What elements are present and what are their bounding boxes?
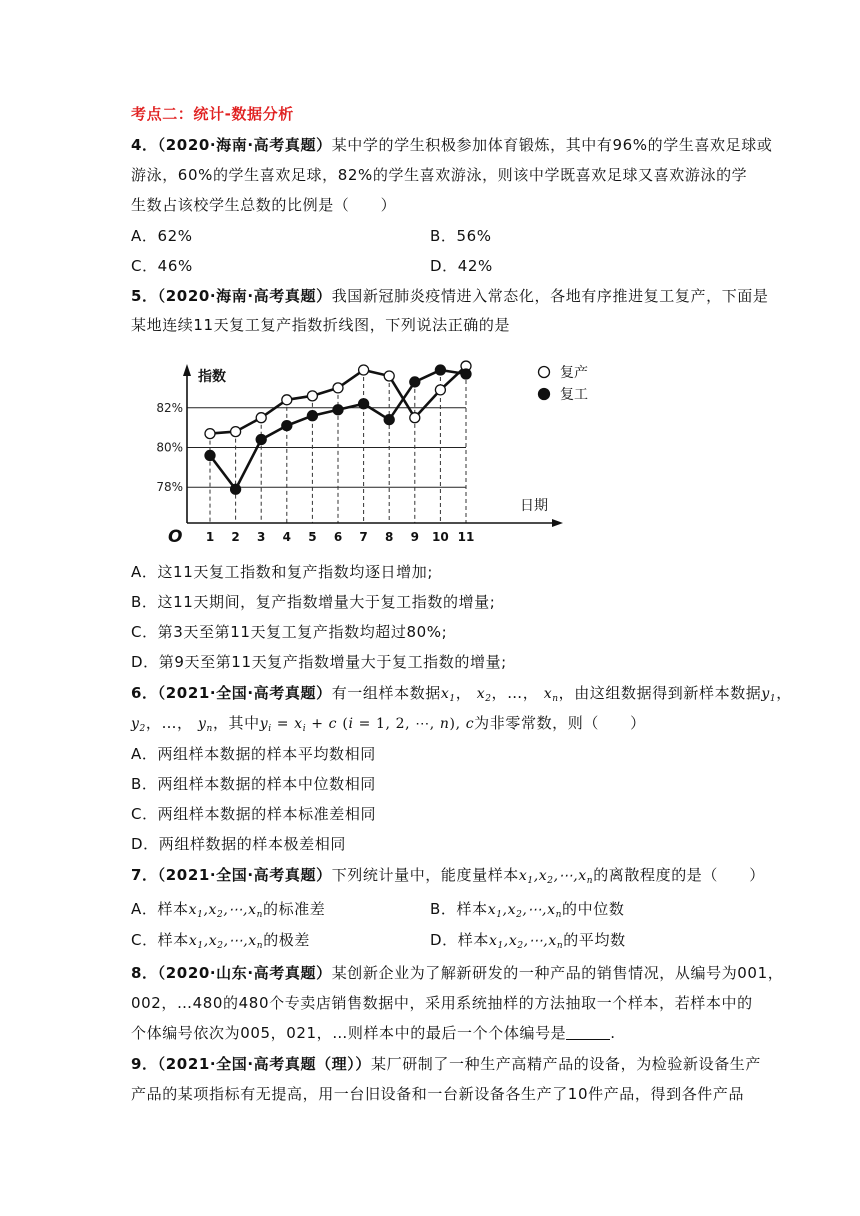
open-data-point [359,365,369,375]
q7-c-post: 的极差 [263,931,310,949]
math-formula: $y_i = x_i + c$ [259,716,338,734]
q4-line2: 游泳，60%的学生喜欢足球，82%的学生喜欢游泳，则该中学既喜欢足球又喜欢游泳的学 [131,166,748,184]
legend-marker [539,367,550,378]
open-data-point [256,413,266,423]
math-y2: $y_2$ [131,716,146,734]
y-tick-label: 80% [156,440,183,455]
x-tick-label: 7 [359,530,368,544]
filled-data-point [359,399,369,409]
q7-option-c[interactable] [131,929,310,951]
math-index: (i = 1, 2, ⋯, n), c [342,716,475,732]
q5-line2: 某地连续11天复工复产指数折线图，下列说法正确的是 [131,316,511,334]
q7-d-pre: D．样本 [430,931,489,949]
math-xn: $x_n$ [543,686,559,704]
filled-data-point [461,369,471,379]
x-tick-label: 11 [457,530,475,544]
q6-text4: 为非零常数，则（ ） [474,714,646,732]
q4-source: （2020·海南·高考真题） [157,136,332,154]
filled-data-point [231,484,241,494]
q5-number: 5． [131,287,158,305]
q8-end: . [610,1024,616,1042]
open-data-point [307,391,317,401]
q8-source: （2020·山东·高考真题） [157,964,332,982]
q5-option-d[interactable]: D．第9天至第11天复产指数增量大于复工指数的增量; [131,653,507,671]
y-axis-label: 指数 [198,369,226,385]
line-chart [156,350,630,550]
origin-label: O [168,527,183,547]
q4-line1 [131,134,772,155]
q6-option-a[interactable]: A．两组样本数据的样本平均数相同 [131,745,376,763]
q7-b-post: 的中位数 [562,900,625,918]
q8-text3: 个体编号依次为005，021，…则样本中的最后一个个体编号是 [131,1024,567,1042]
q6-option-d[interactable]: D．两组样数据的样本极差相同 [131,835,346,853]
q8-line3 [131,1022,616,1043]
chart-grid [187,408,466,487]
q4-option-a[interactable]: A．62% [131,227,193,245]
chart-legend [539,364,589,403]
q7-option-d[interactable] [430,929,626,951]
x-tick-label: 8 [385,530,394,544]
open-data-point [333,383,343,393]
q8-line2: 002，…480的480个专卖店销售数据中，采用系统抽样的方法抽取一个样本，若样本中的 [131,994,753,1012]
filled-data-point [384,415,394,425]
q8-line1 [131,962,783,983]
q9-line2: 产品的某项指标有无提高，用一台旧设备和一台新设备各生产了10件产品，得到各件产品 [131,1085,745,1103]
q7-c-pre: C．样本 [131,931,189,949]
q6-text3: ，其中 [212,714,260,732]
x-tick-label: 1 [205,530,215,544]
open-data-point [410,413,420,423]
q7-a-pre: A．样本 [131,900,189,918]
x-tick-label: 2 [231,530,240,544]
q6-source: （2021·全国·高考真题） [157,684,332,702]
math-sample-a: $x_1,x_2,\cdots,x_n$ [188,902,263,920]
q6-option-b[interactable]: B．两组样本数据的样本中位数相同 [131,775,376,793]
y-tick-label: 82% [156,400,183,415]
open-data-point [205,429,215,439]
legend-label: 复产 [560,365,588,381]
q7-a-post: 的标准差 [262,900,326,918]
q5-source: （2020·海南·高考真题） [157,287,332,305]
filled-data-point [435,365,445,375]
q4-option-d[interactable]: D．42% [430,257,493,275]
q5-text1: 我国新冠肺炎疫情进入常态化，各地有序推进复工复产，下面是 [331,287,769,305]
filled-data-point [256,435,266,445]
chart-axes [183,364,563,527]
q7-text2: 的离散程度的是（ ） [593,866,765,884]
q4-number: 4． [131,136,158,154]
x-axis-label: 日期 [520,498,548,514]
q4-text1: 某中学的学生积极参加体育锻炼，其中有96%的学生喜欢足球或 [331,136,773,154]
legend-marker [539,389,550,400]
x-tick-label: 6 [333,530,343,544]
filled-data-point [282,421,292,431]
answer-blank[interactable] [566,1025,610,1040]
y-tick-label: 78% [156,480,183,495]
q8-text1: 某创新企业为了解新研发的一种产品的销售情况，从编号为001， [331,964,784,982]
math-x2: $x_2$ [476,686,492,704]
x-tick-label: 10 [432,530,449,544]
q9-number: 9． [131,1055,158,1073]
y-axis-arrow [183,364,191,376]
math-sample-c: $x_1,x_2,\cdots,x_n$ [188,933,264,951]
q5-option-b[interactable]: B．这11天期间，复产指数增量大于复工指数的增量; [131,593,496,611]
x-axis-arrow [552,519,563,527]
q7-number: 7． [131,866,158,884]
math-y1: $y_1$ [761,686,777,704]
x-tick-label: 5 [308,530,317,544]
legend-label: 复工 [560,387,588,403]
q7-option-a[interactable] [131,898,325,920]
q7-b-pre: B．样本 [430,900,488,918]
q6-text1: 有一组样本数据 [331,684,441,702]
math-sample-b: $x_1,x_2,\cdots,x_n$ [487,902,563,920]
q5-line1 [131,285,769,306]
q5-option-a[interactable]: A．这11天复工指数和复产指数均逐日增加; [131,563,434,581]
q6-option-c[interactable]: C．两组样本数据的样本标准差相同 [131,805,377,823]
q7-line1 [131,864,765,886]
math-sample: $x_1,x_2,\cdots,x_n$ [518,868,594,886]
math-x1: $x_1$ [440,686,456,704]
x-tick-label: 4 [282,530,291,544]
q9-line1 [131,1053,761,1074]
q6-number: 6． [131,684,158,702]
q4-option-c[interactable]: C．46% [131,257,193,275]
q9-text1: 某厂研制了一种生产高精产品的设备，为检验新设备生产 [371,1055,762,1073]
x-tick-label: 9 [410,530,419,544]
q9-source: （2021·全国·高考真题（理）） [157,1055,371,1073]
filled-data-point [333,405,343,415]
filled-data-point [410,377,420,387]
open-data-point [435,385,445,395]
section-title: 考点二：统计-数据分析 [131,105,294,123]
filled-data-point [307,411,317,421]
q7-source: （2021·全国·高考真题） [157,866,332,884]
q6-text2: ，由这组数据得到新样本数据 [558,684,762,702]
open-data-point [384,371,394,381]
x-tick-label: 3 [257,530,266,544]
q4-line3: 生数占该校学生总数的比例是（ ） [131,196,397,214]
q6-line2: $y_2$，…， $y_n$，其中$y_i = x_i + c$ (i = 1, 2, ⋯, n), c为非零常数，则（ ） [131,714,646,734]
q8-number: 8． [131,964,158,982]
q7-option-b[interactable] [430,898,624,920]
q4-option-b[interactable]: B．56% [430,227,492,245]
q6-line1: 6．（2021·全国·高考真题）有一组样本数据$x_1$， $x_2$，…， $x_n$，由这组数据得到新样本数据$y_1$， [131,684,792,704]
q5-option-c[interactable]: C．第3天至第11天复工复产指数均超过80%; [131,623,448,641]
q7-d-post: 的平均数 [563,931,626,949]
math-yn: $y_n$ [198,716,213,734]
open-data-point [231,427,241,437]
open-data-point [282,395,292,405]
filled-data-point [205,450,215,460]
math-sample-d: $x_1,x_2,\cdots,x_n$ [488,933,564,951]
q7-text1: 下列统计量中，能度量样本 [331,866,519,884]
